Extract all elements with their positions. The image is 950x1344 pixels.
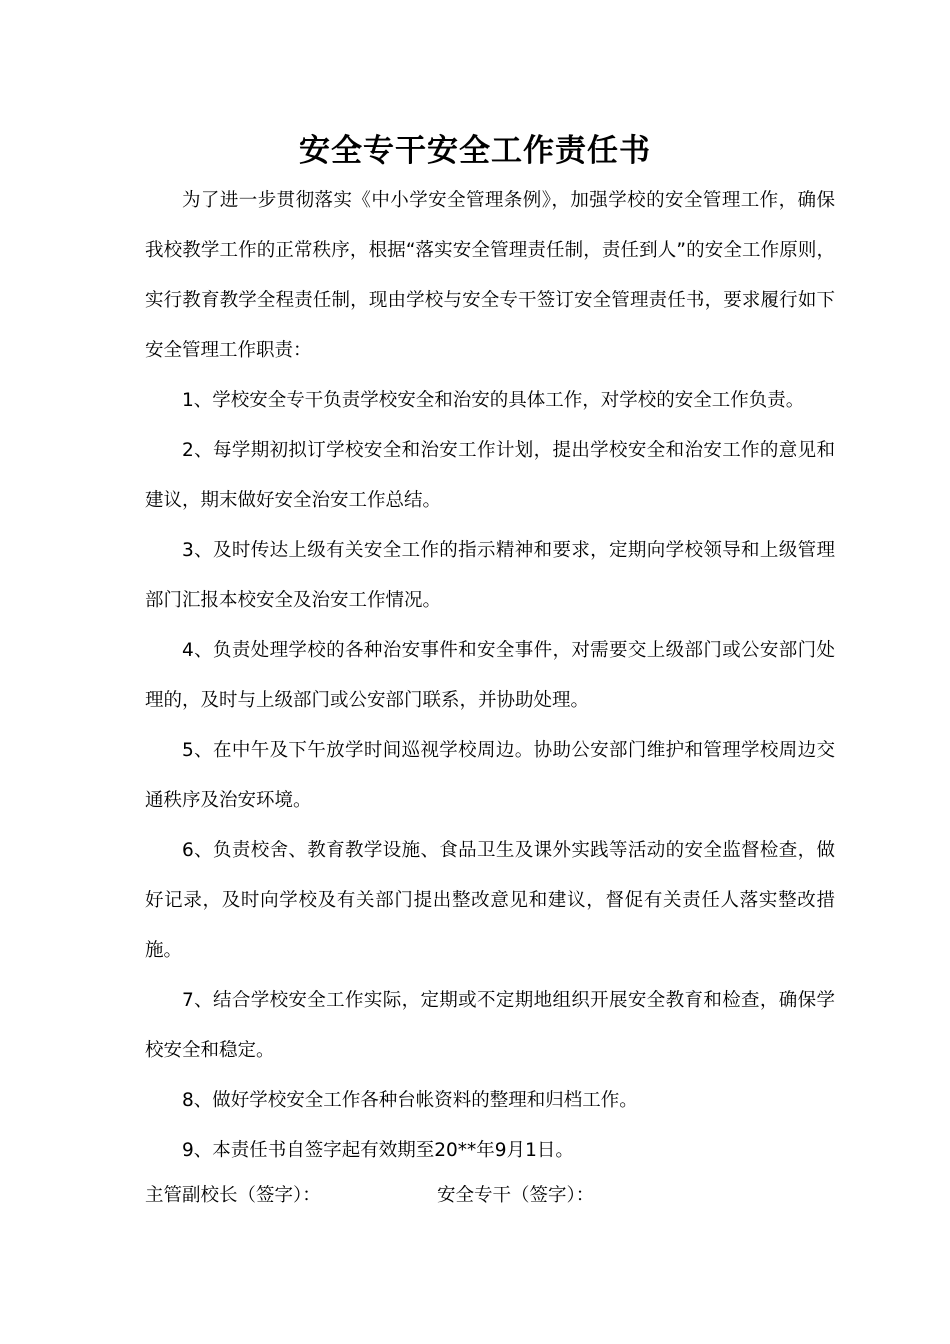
validity-clause: 9、本责任书自签字起有效期至20**年9月1日。 [182, 1140, 574, 1161]
officer-signature-label: 安全专干（签字）： [437, 1185, 595, 1206]
duty-item-2: 2、每学期初拟订学校安全和治安工作计划，提出学校安全和治安工作的意见和建议，期末做好安全治安工作总结。 [145, 440, 835, 511]
duty-item-1: 1、学校安全专干负责学校安全和治安的具体工作，对学校的安全工作负责。 [182, 390, 805, 411]
duty-item-3: 3、及时传达上级有关安全工作的指示精神和要求，定期向学校领导和上级管理部门汇报本校安全及治安工作情况。 [145, 540, 835, 611]
intro-paragraph: 为了进一步贯彻落实《中小学安全管理条例》，加强学校的安全管理工作，确保我校教学工作的正常秩序，根据“落实安全管理责任制，责任到人”的安全工作原则，实行教育教学全程责任制，现由学校与安全专干签订安全管理责任书，要求履行如下安全管理工作职责： [145, 190, 835, 361]
duty-item-8: 8、做好学校安全工作各种台帐资料的整理和归档工作。 [182, 1090, 638, 1111]
document-title: 安全专干安全工作责任书 [299, 133, 651, 169]
duty-item-7: 7、结合学校安全工作实际，定期或不定期地组织开展安全教育和检查，确保学校安全和稳定。 [145, 990, 835, 1061]
principal-signature-label: 主管副校长（签字）： [145, 1185, 321, 1206]
duty-item-4: 4、负责处理学校的各种治安事件和安全事件，对需要交上级部门或公安部门处理的，及时与上级部门或公安部门联系，并协助处理。 [145, 640, 835, 711]
document-body [145, 176, 835, 1176]
duty-item-5: 5、在中午及下午放学时间巡视学校周边。协助公安部门维护和管理学校周边交通秩序及治安环境。 [145, 740, 835, 811]
duty-item-6: 6、负责校舍、教育教学设施、食品卫生及课外实践等活动的安全监督检查，做好记录，及时向学校及有关部门提出整改意见和建议，督促有关责任人落实整改措施。 [145, 840, 835, 961]
